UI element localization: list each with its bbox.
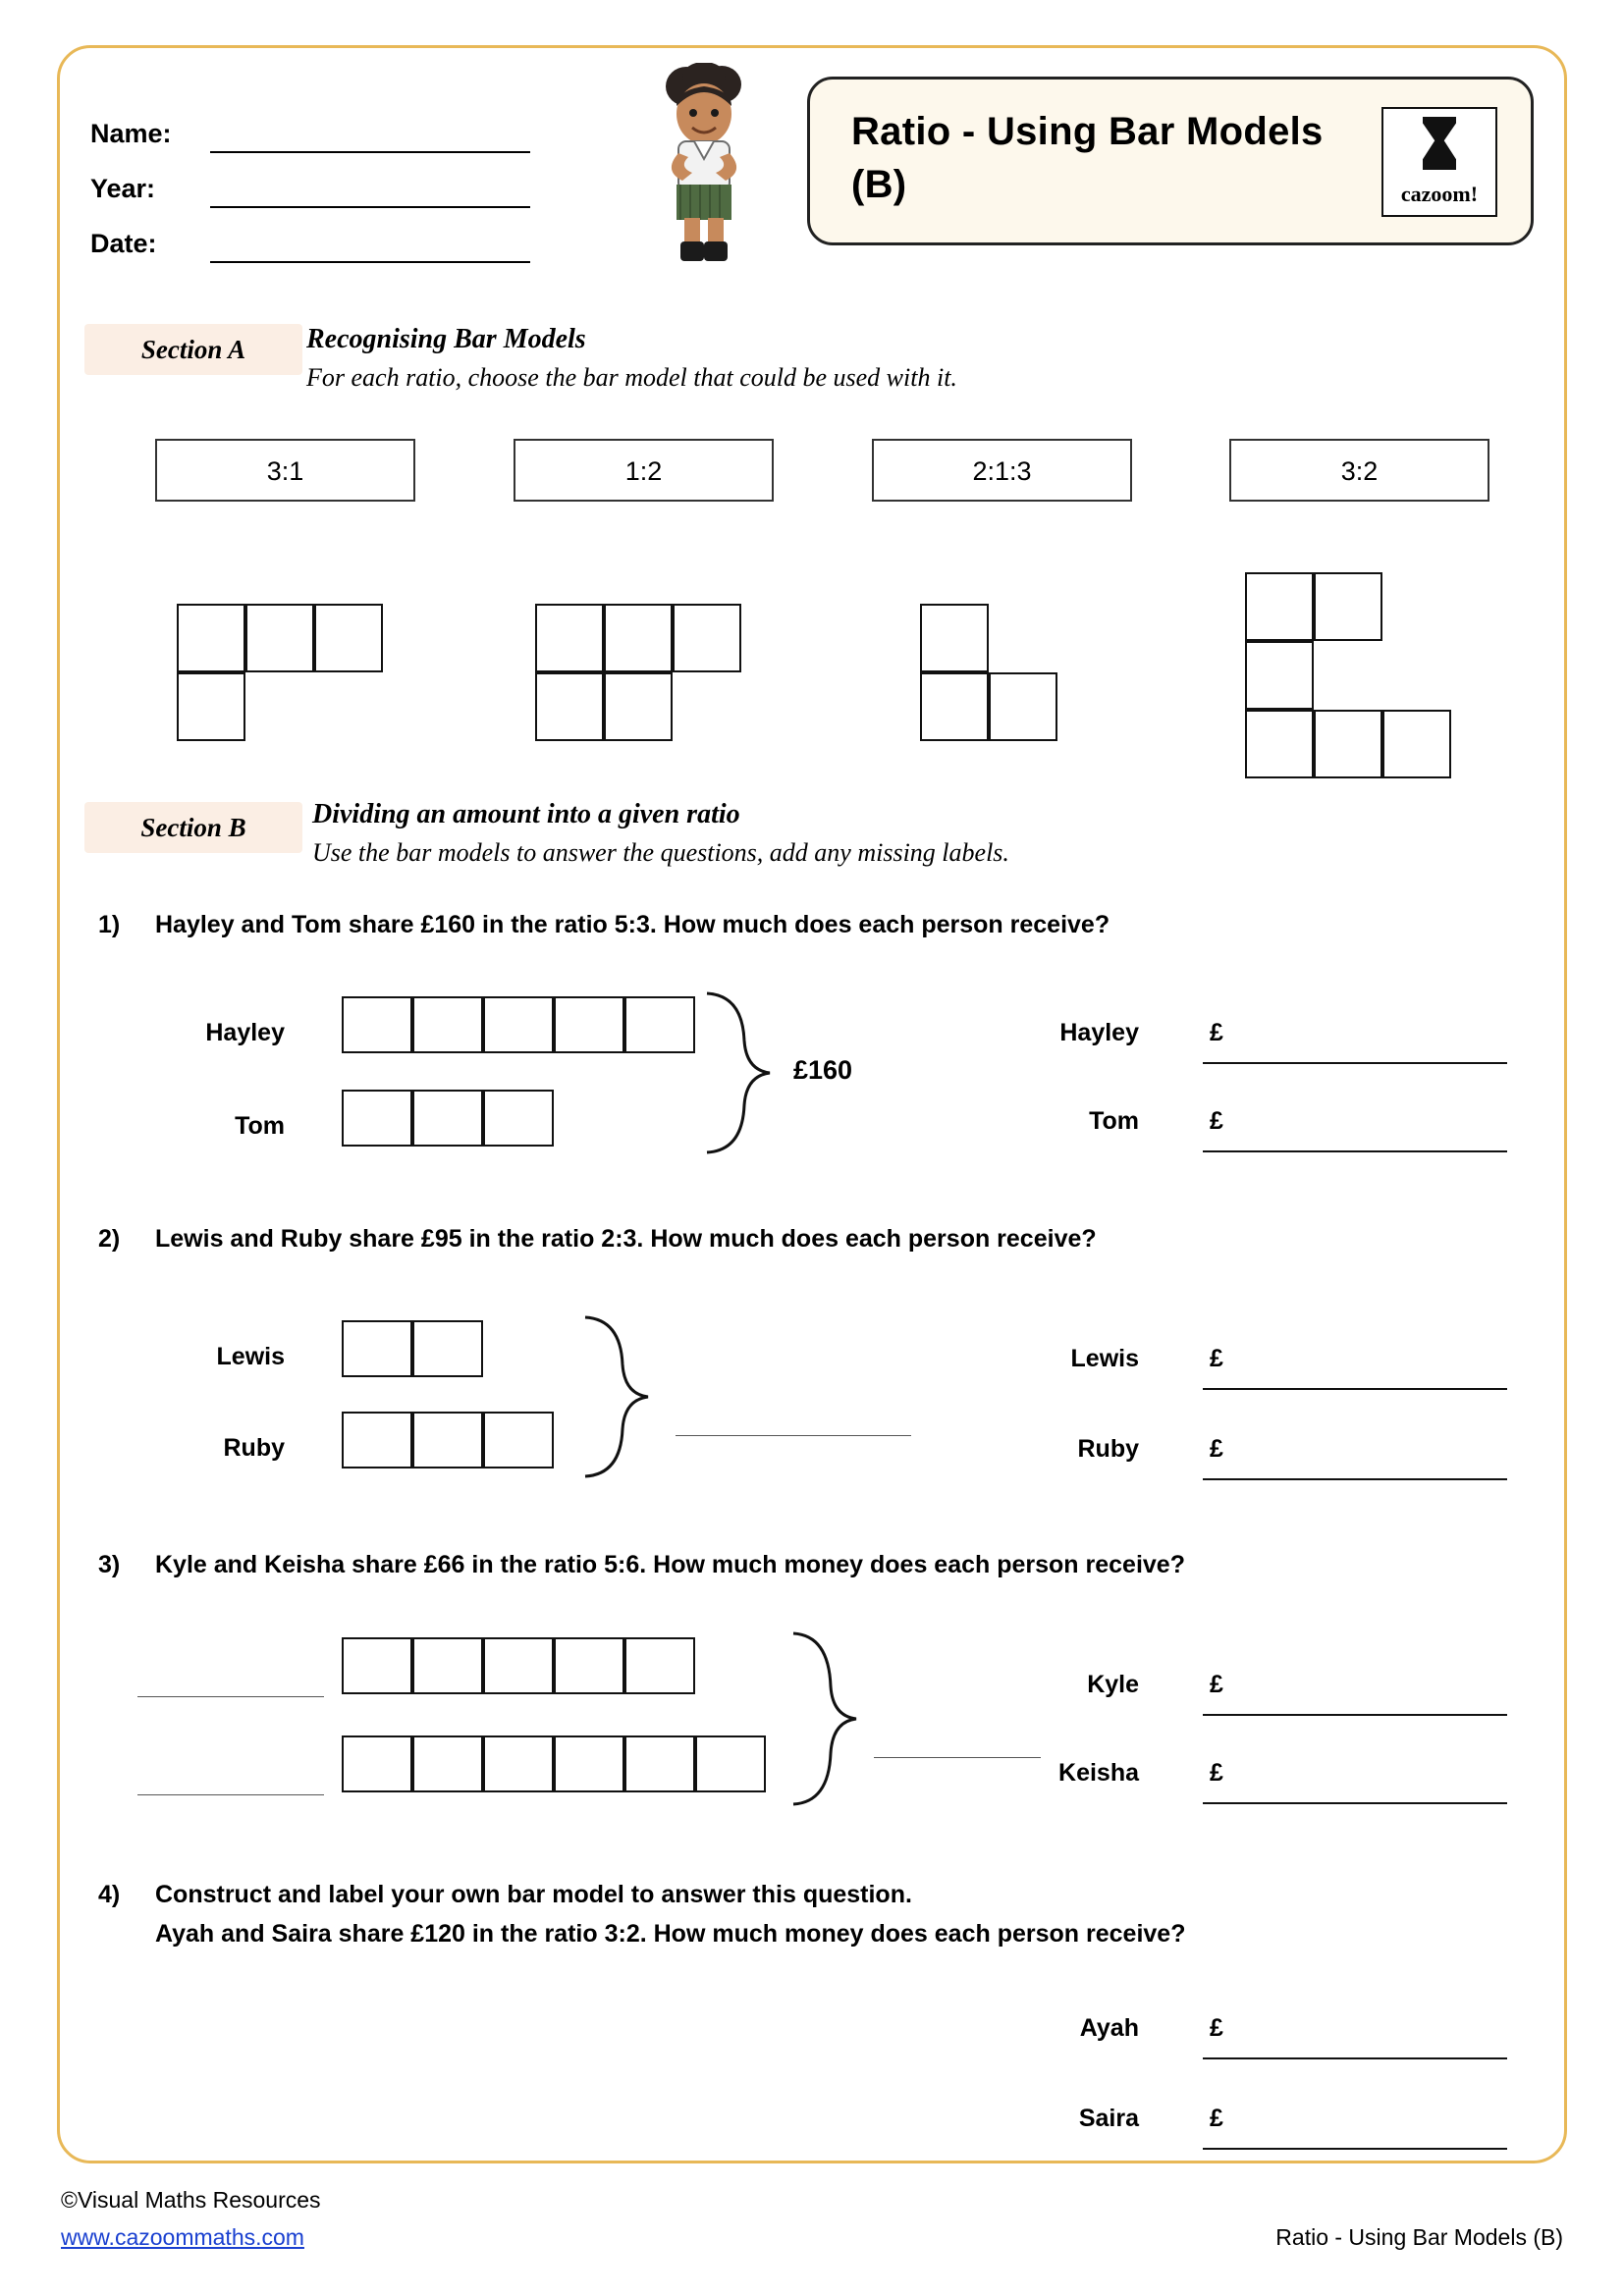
- q2-bar-label-lewis: Lewis: [216, 1343, 285, 1370]
- q1-brace: [699, 989, 787, 1156]
- q1-answer-currency-tom: £: [1210, 1107, 1223, 1135]
- bar-cell: [342, 1320, 412, 1377]
- bar-cell: [483, 1090, 554, 1147]
- q3-answer-label-keisha: Keisha: [1058, 1759, 1139, 1787]
- ratio-option-2[interactable]: 1:2: [514, 439, 774, 502]
- q1-answer-label-hayley: Hayley: [1059, 1019, 1139, 1046]
- section-b-tag: Section B: [84, 802, 302, 853]
- bar-cell: [177, 672, 245, 741]
- q2-brace: [577, 1313, 666, 1480]
- bar-cell: [624, 1735, 695, 1792]
- bar-cell: [1382, 710, 1451, 778]
- question-1-text: Hayley and Tom share £160 in the ratio 5:3. How much does each person receive?: [155, 911, 1110, 938]
- q4-answer-currency-saira: £: [1210, 2105, 1223, 2132]
- logo-wordmark: cazoom!: [1400, 182, 1479, 206]
- q2-bar-label-ruby: Ruby: [223, 1434, 285, 1462]
- title-box: [807, 77, 1534, 245]
- bar-cell: [314, 604, 383, 672]
- bar-cell: [412, 1320, 483, 1377]
- bar-cell: [412, 1090, 483, 1147]
- question-4-text-line2: Ayah and Saira share £120 in the ratio 3:2. How much money does each person receive?: [155, 1920, 1186, 1948]
- worksheet-header: [90, 69, 1534, 265]
- question-4-text-line1: Construct and label your own bar model to answer this question.: [155, 1881, 912, 1908]
- q3-answer-currency-keisha: £: [1210, 1759, 1223, 1787]
- q3-answer-input-kyle[interactable]: [1203, 1714, 1507, 1716]
- q2-answer-input-lewis[interactable]: [1203, 1388, 1507, 1390]
- bar-cell: [412, 1735, 483, 1792]
- bar-cell: [342, 1090, 412, 1147]
- q3-brace: [785, 1629, 874, 1808]
- q3-answer-input-keisha[interactable]: [1203, 1802, 1507, 1804]
- bar-cell: [604, 672, 673, 741]
- bar-cell: [920, 672, 989, 741]
- name-input-line[interactable]: [210, 122, 530, 153]
- bar-cell: [342, 1412, 412, 1468]
- section-b-subheading: Use the bar models to answer the questions, add any missing labels.: [312, 838, 1009, 867]
- q2-answer-label-ruby: Ruby: [1077, 1435, 1139, 1463]
- date-input-line[interactable]: [210, 232, 530, 263]
- section-a-subheading: For each ratio, choose the bar model that could be used with it.: [306, 363, 957, 392]
- q4-answer-currency-ayah: £: [1210, 2014, 1223, 2042]
- question-3-number: 3): [98, 1551, 121, 1578]
- ratio-option-1[interactable]: 3:1: [155, 439, 415, 502]
- q3-bar-label-blank-1[interactable]: [137, 1696, 324, 1697]
- q4-answer-label-ayah: Ayah: [1079, 2014, 1139, 2042]
- bar-cell: [554, 996, 624, 1053]
- name-field-row: [90, 98, 581, 153]
- bar-cell: [342, 996, 412, 1053]
- bar-cell: [1314, 572, 1382, 641]
- section-a-tag: Section A: [84, 324, 302, 375]
- bar-cell: [535, 604, 604, 672]
- q2-answer-input-ruby[interactable]: [1203, 1478, 1507, 1480]
- cazoom-logo: [1381, 107, 1497, 217]
- bar-cell: [920, 604, 989, 672]
- q2-total-blank[interactable]: [676, 1435, 911, 1436]
- q2-answer-label-lewis: Lewis: [1070, 1345, 1139, 1372]
- bar-cell: [412, 1412, 483, 1468]
- bar-cell: [483, 996, 554, 1053]
- bar-cell: [483, 1412, 554, 1468]
- bar-cell: [554, 1735, 624, 1792]
- footer-title: Ratio - Using Bar Models (B): [1275, 2224, 1563, 2250]
- bar-cell: [342, 1735, 412, 1792]
- bar-cell: [604, 604, 673, 672]
- section-b-heading: Dividing an amount into a given ratio: [312, 799, 740, 829]
- bar-cell: [245, 604, 314, 672]
- bar-cell: [483, 1735, 554, 1792]
- bar-cell: [695, 1735, 766, 1792]
- q1-bar-label-hayley: Hayley: [205, 1019, 285, 1046]
- q1-answer-input-tom[interactable]: [1203, 1150, 1507, 1152]
- hourglass-icon: [1423, 117, 1456, 170]
- q3-total-blank[interactable]: [874, 1757, 1041, 1758]
- bar-cell: [989, 672, 1057, 741]
- q1-answer-currency-hayley: £: [1210, 1019, 1223, 1046]
- bar-cell: [554, 1637, 624, 1694]
- bar-cell: [342, 1637, 412, 1694]
- q1-answer-label-tom: Tom: [1089, 1107, 1139, 1135]
- bar-cell: [177, 604, 245, 672]
- question-2-number: 2): [98, 1225, 121, 1253]
- bar-cell: [673, 604, 741, 672]
- bar-cell: [483, 1637, 554, 1694]
- bar-cell: [535, 672, 604, 741]
- q3-bar-label-blank-2[interactable]: [137, 1794, 324, 1795]
- footer-website-link[interactable]: www.cazoommaths.com: [61, 2224, 304, 2250]
- bar-cell: [412, 996, 483, 1053]
- bar-cell: [1314, 710, 1382, 778]
- question-1-number: 1): [98, 911, 121, 938]
- section-a-heading: Recognising Bar Models: [306, 324, 586, 354]
- ratio-option-3[interactable]: 2:1:3: [872, 439, 1132, 502]
- question-2-text: Lewis and Ruby share £95 in the ratio 2:3. How much does each person receive?: [155, 1225, 1097, 1253]
- q4-answer-input-ayah[interactable]: [1203, 2057, 1507, 2059]
- name-field-label: Name:: [90, 119, 172, 148]
- q2-answer-currency-ruby: £: [1210, 1435, 1223, 1463]
- bar-cell: [624, 996, 695, 1053]
- q1-answer-input-hayley[interactable]: [1203, 1062, 1507, 1064]
- date-field-row: [90, 208, 581, 263]
- footer-copyright: ©Visual Maths Resources: [61, 2187, 321, 2213]
- q3-answer-currency-kyle: £: [1210, 1671, 1223, 1698]
- q1-bar-label-tom: Tom: [235, 1112, 285, 1140]
- student-info-block: [90, 98, 581, 263]
- question-3-text: Kyle and Keisha share £66 in the ratio 5:6. How much money does each person receive?: [155, 1551, 1185, 1578]
- date-field-label: Date:: [90, 229, 157, 258]
- q2-answer-currency-lewis: £: [1210, 1345, 1223, 1372]
- q4-answer-label-saira: Saira: [1078, 2105, 1139, 2132]
- question-4-number: 4): [98, 1881, 121, 1908]
- q4-answer-input-saira[interactable]: [1203, 2148, 1507, 2150]
- page-title: Ratio - Using Bar Models (B): [851, 110, 1324, 206]
- bar-cell: [624, 1637, 695, 1694]
- student-mascot-illustration: [635, 63, 773, 264]
- q3-answer-label-kyle: Kyle: [1087, 1671, 1139, 1698]
- year-field-row: [90, 153, 581, 208]
- bar-cell: [1245, 641, 1314, 710]
- bar-cell: [1245, 710, 1314, 778]
- q1-total-amount: £160: [793, 1055, 853, 1085]
- year-field-label: Year:: [90, 174, 156, 203]
- bar-cell: [1245, 572, 1314, 641]
- year-input-line[interactable]: [210, 177, 530, 208]
- bar-cell: [412, 1637, 483, 1694]
- ratio-option-4[interactable]: 3:2: [1229, 439, 1489, 502]
